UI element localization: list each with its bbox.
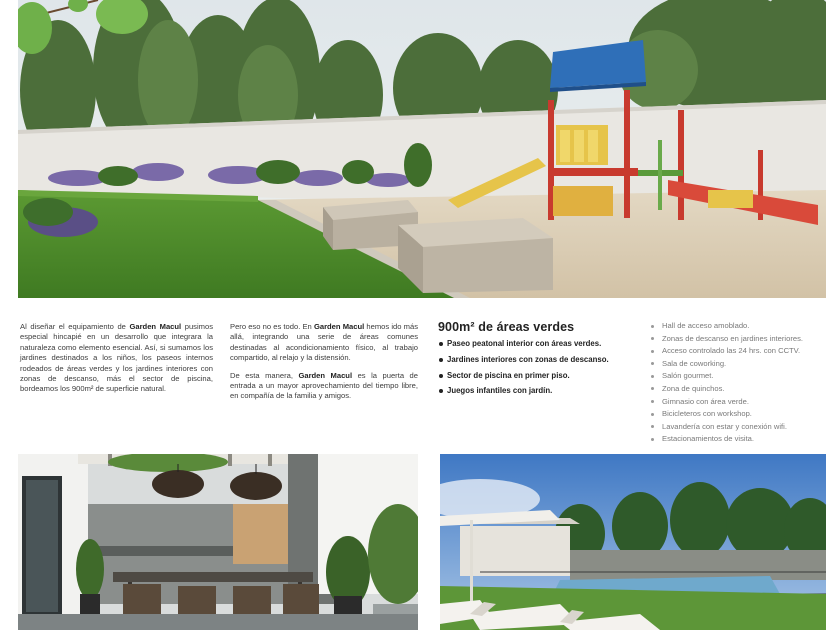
list-item: Bicicleteros con workshop. <box>650 409 840 419</box>
common-areas-paragraph <box>230 322 418 364</box>
intro-paragraph-column <box>20 322 213 402</box>
list-item: Sector de piscina en primer piso. <box>438 371 638 381</box>
intro-text-a: Al diseñar el equipamiento de <box>20 322 130 331</box>
leisure-text-b: es la puerta de entrada a un mayor aprovechamiento del tiempo libre, en compañía de la familia y amigos. <box>230 370 418 401</box>
list-item: Paseo peatonal interior con áreas verdes. <box>438 339 638 349</box>
list-item: Estacionamientos de visita. <box>650 434 840 444</box>
amenities-section <box>650 321 840 447</box>
list-item: Salón gourmet. <box>650 371 840 381</box>
brand-name: Garden Macul <box>298 370 353 380</box>
list-item: Hall de acceso amoblado. <box>650 321 840 331</box>
intro-paragraph <box>20 322 213 395</box>
brand-name: Garden Macul <box>313 322 365 331</box>
common-text-a: Pero eso no es todo. En <box>230 322 314 331</box>
list-item: Juegos infantiles con jardín. <box>438 386 638 396</box>
list-item: Zonas de descanso en jardines interiores. <box>650 334 840 344</box>
leisure-paragraph <box>230 371 418 402</box>
common-text-b: hemos ido más allá, integrando una serie de áreas comunes destinadas al acondicionamiento físico, al trabajo compartido, al relajo y la distensión. <box>230 322 418 363</box>
list-item: Lavandería con estar y conexión wifi. <box>650 422 840 432</box>
green-areas-heading: 900m² de áreas verdes <box>438 320 575 334</box>
list-item: Gimnasio con área verde. <box>650 397 840 407</box>
list-item: Sala de coworking. <box>650 359 840 369</box>
brand-name: Garden Macul <box>129 322 182 331</box>
leisure-text-a: De esta manera, <box>230 370 299 380</box>
intro-text-b: pusimos especial hincapié en un desarrollo que integrara la naturaleza como elemento esencial. Así, si sumamos los jardines destinados a los niños, los paseos internos rodeados de áreas verdes y los jardines interiores con zonas de descanso, más el sector de piscina, bordeamos los 900m² de superficie natural. <box>20 322 214 394</box>
quincho-area-render <box>18 454 418 630</box>
pool-area-render <box>440 454 826 630</box>
common-areas-paragraph-column <box>230 322 418 409</box>
list-item: Acceso controlado las 24 hrs. con CCTV. <box>650 346 840 356</box>
amenities-list <box>650 321 840 444</box>
hero-playground-render <box>18 0 826 298</box>
list-item: Zona de quinchos. <box>650 384 840 394</box>
green-areas-section <box>438 320 638 402</box>
green-areas-list <box>438 339 638 396</box>
list-item: Jardines interiores con zonas de descanso. <box>438 355 638 365</box>
